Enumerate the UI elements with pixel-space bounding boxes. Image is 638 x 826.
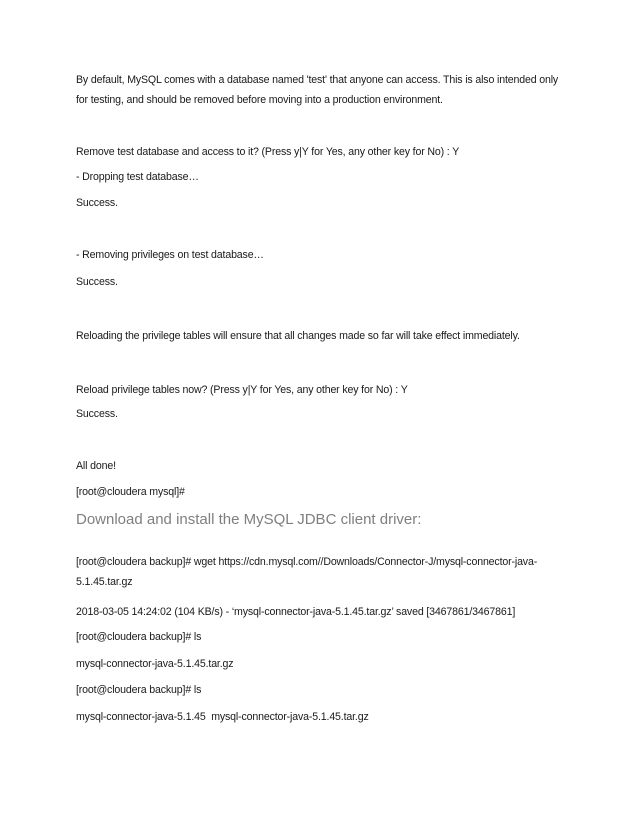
status-success-2: Success. — [76, 276, 118, 288]
status-all-done: All done! — [76, 460, 116, 472]
prompt-remove-test-database: Remove test database and access to it? (Press y|Y for Yes, any other key for No) : Y — [76, 146, 460, 158]
section-heading-jdbc-driver: Download and install the MySQL JDBC client driver: — [76, 511, 422, 528]
status-success-1: Success. — [76, 197, 118, 209]
output-ls-2: mysql-connector-java-5.1.45 mysql-connector-java-5.1.45.tar.gz — [76, 711, 369, 723]
output-download-saved: 2018-03-05 14:24:02 (104 KB/s) - ‘mysql-connector-java-5.1.45.tar.gz’ saved [3467861/3467861] — [76, 606, 516, 618]
status-dropping-test-database: - Dropping test database… — [76, 171, 199, 183]
paragraph-test-database-notice: By default, MySQL comes with a database named 'test' that anyone can access. This is also intended only for testing, and should be removed before moving into a production environment. — [76, 74, 559, 106]
prompt-reload-privilege-tables: Reload privilege tables now? (Press y|Y for Yes, any other key for No) : Y — [76, 384, 408, 396]
command-ls-1: [root@cloudera backup]# ls — [76, 631, 202, 643]
command-wget-connector: [root@cloudera backup]# wget https://cdn.mysql.com//Downloads/Connector-J/mysql-connector-java-5.1.45.tar.gz — [76, 556, 538, 588]
paragraph-reloading-privilege-tables: Reloading the privilege tables will ensure that all changes made so far will take effect immediately. — [76, 330, 520, 342]
status-success-3: Success. — [76, 408, 118, 420]
output-ls-1: mysql-connector-java-5.1.45.tar.gz — [76, 658, 234, 670]
command-ls-2: [root@cloudera backup]# ls — [76, 684, 202, 696]
shell-prompt-mysql: [root@cloudera mysql]# — [76, 486, 185, 498]
status-removing-privileges: - Removing privileges on test database… — [76, 249, 264, 261]
